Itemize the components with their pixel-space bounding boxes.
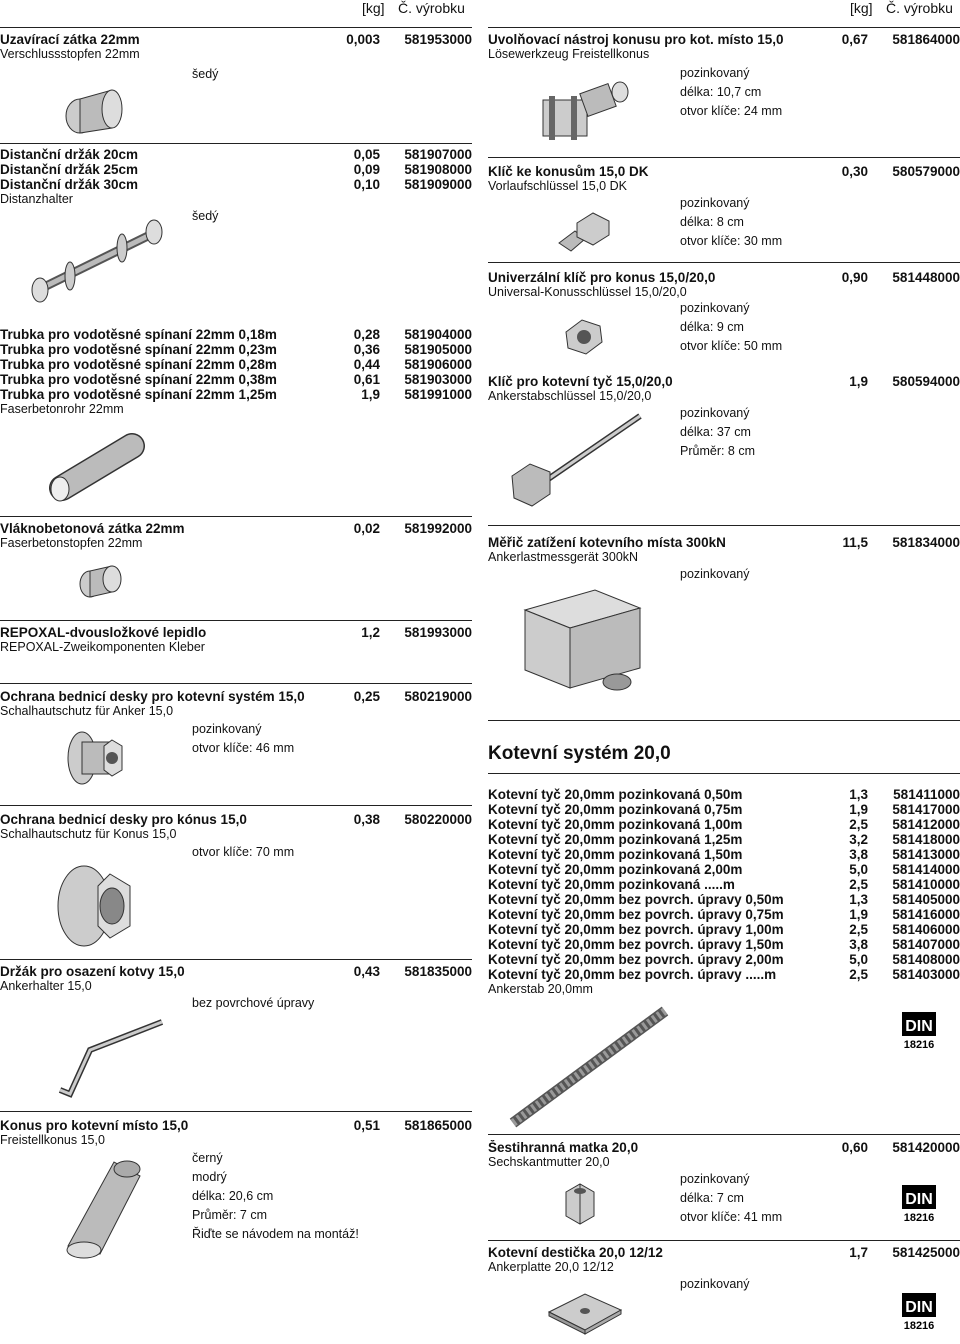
product-weight: 3,2 [849, 832, 868, 847]
product-number: 581906000 [404, 357, 472, 372]
product-name: Kotevní tyč 20,0mm pozinkovaná 0,50m [488, 787, 743, 802]
attr-list [680, 64, 782, 121]
header-no-right: Č. výrobku [886, 0, 953, 16]
product-subtitle: Schalhautschutz für Konus 15,0 [0, 827, 177, 841]
product-row [0, 342, 472, 357]
product-row [488, 535, 960, 550]
product-weight: 0,05 [353, 147, 380, 162]
product-weight: 3,8 [849, 937, 868, 952]
product-row [488, 1245, 960, 1260]
attribute-text: otvor klíče: 46 mm [192, 741, 295, 755]
product-number: 581448000 [892, 270, 960, 285]
anchor-bar-key-image [508, 410, 648, 510]
product-name: Kotevní tyč 20,0mm pozinkovaná 2,00m [488, 862, 743, 877]
product-name: Kotevní tyč 20,0mm pozinkovaná 1,25m [488, 832, 743, 847]
divider [488, 720, 960, 721]
product-subtitle: Faserbetonstopfen 22mm [0, 536, 143, 550]
product-number: 581413000 [892, 847, 960, 862]
section-title: Kotevní systém 20,0 [488, 743, 671, 764]
attribute-text: Průměr: 8 cm [680, 444, 756, 458]
product-name: Ochrana bednicí desky pro kotevní systém 15,0 [0, 689, 305, 704]
divider [0, 620, 472, 621]
attribute-text: šedý [192, 209, 219, 223]
product-weight: 0,02 [353, 521, 380, 536]
attribute-text: černý [192, 1151, 223, 1165]
product-q1 [488, 32, 960, 62]
attribute-text: otvor klíče: 30 mm [680, 234, 783, 248]
attr-list [192, 65, 218, 84]
product-number: 581412000 [892, 817, 960, 832]
product-row [488, 374, 960, 389]
product-number: 581908000 [404, 162, 472, 177]
product-name: Trubka pro vodotěsné spínaní 22mm 0,28m [0, 357, 277, 372]
product-number: 581417000 [892, 802, 960, 817]
product-number: 581992000 [404, 521, 472, 536]
cone-image [60, 1150, 150, 1260]
attr-list [192, 207, 218, 226]
product-subtitle: Verschlussstopfen 22mm [0, 47, 140, 61]
product-q8 [488, 1245, 960, 1275]
product-name: Trubka pro vodotěsné spínaní 22mm 0,23m [0, 342, 277, 357]
product-weight: 5,0 [849, 952, 868, 967]
anchor-plate-image [545, 1288, 625, 1338]
product-name: Ochrana bednicí desky pro kónus 15,0 [0, 812, 247, 827]
product-row [0, 32, 472, 47]
attribute-text: délka: 37 cm [680, 425, 751, 439]
load-meter-image [505, 580, 650, 700]
product-name: Klíč ke konusům 15,0 DK [488, 164, 649, 179]
product-weight: 1,9 [849, 802, 868, 817]
product-number: 581909000 [404, 177, 472, 192]
product-p6 [0, 689, 472, 719]
product-row [488, 164, 960, 179]
stopper-image [60, 76, 135, 136]
product-name: Kotevní tyč 20,0mm pozinkovaná 0,75m [488, 802, 743, 817]
product-subtitle: Schalhautschutz für Anker 15,0 [0, 704, 174, 718]
product-name: Kotevní tyč 20,0mm pozinkovaná .....m [488, 877, 735, 892]
product-weight: 1,3 [849, 787, 868, 802]
product-number: 581834000 [892, 535, 960, 550]
product-subtitle: Ankerstab 20,0mm [488, 982, 593, 996]
release-tool-image [535, 70, 635, 150]
product-weight: 0,44 [353, 357, 380, 372]
product-name: Trubka pro vodotěsné spínaní 22mm 1,25m [0, 387, 277, 402]
product-row [488, 817, 960, 832]
divider [488, 27, 960, 28]
product-p2 [0, 147, 472, 207]
product-subtitle: Vorlaufschlüssel 15,0 DK [488, 179, 627, 193]
product-name: Měřič zatížení kotevního místa 300kN [488, 535, 726, 550]
product-number: 581403000 [892, 967, 960, 982]
attribute-text: bez povrchové úpravy [192, 996, 315, 1010]
product-q7 [488, 1140, 960, 1170]
attribute-text: pozinkovaný [680, 66, 750, 80]
product-row [488, 892, 960, 907]
product-row [488, 877, 960, 892]
product-number: 581865000 [404, 1118, 472, 1133]
product-name: Konus pro kotevní místo 15,0 [0, 1118, 189, 1133]
universal-key-image [560, 310, 610, 360]
divider [0, 683, 472, 684]
product-row [488, 922, 960, 937]
product-row [0, 625, 472, 640]
product-weight: 0,38 [353, 812, 380, 827]
product-q5 [488, 535, 960, 565]
product-number: 581835000 [404, 964, 472, 979]
product-row [0, 177, 472, 192]
product-row [0, 1118, 472, 1133]
product-number: 581907000 [404, 147, 472, 162]
product-name: Šestihranná matka 20,0 [488, 1140, 639, 1155]
product-number: 581414000 [892, 862, 960, 877]
product-p3 [0, 327, 472, 417]
product-name: Kotevní tyč 20,0mm pozinkovaná 1,00m [488, 817, 743, 832]
attr-list [680, 404, 755, 461]
attr-list [680, 1275, 750, 1294]
anchor-holder-image [50, 1010, 170, 1100]
product-name: Distanční držák 20cm [0, 147, 139, 162]
product-name: Distanční držák 30cm [0, 177, 139, 192]
product-number: 581405000 [892, 892, 960, 907]
formwork-protector-image [60, 728, 130, 788]
product-subtitle: Freistellkonus 15,0 [0, 1133, 105, 1147]
din-logo-text: DIN [905, 1018, 933, 1035]
product-weight: 1,7 [849, 1245, 868, 1260]
product-weight: 2,5 [849, 817, 868, 832]
tube-image [40, 432, 150, 502]
product-number: 581864000 [892, 32, 960, 47]
product-row [488, 832, 960, 847]
product-row [488, 270, 960, 285]
attr-list [680, 565, 750, 584]
product-p4 [0, 521, 472, 551]
product-number: 581904000 [404, 327, 472, 342]
product-subtitle: Ankerlastmessgerät 300kN [488, 550, 639, 564]
product-weight: 0,51 [353, 1118, 380, 1133]
attribute-text: pozinkovaný [192, 722, 262, 736]
product-number: 581425000 [892, 1245, 960, 1260]
anchor-rod-image [505, 1005, 675, 1130]
attr-list [192, 720, 294, 758]
product-row [488, 967, 960, 982]
product-number: 581991000 [404, 387, 472, 402]
attribute-text: pozinkovaný [680, 1172, 750, 1186]
product-name: Kotevní tyč 20,0mm bez povrch. úpravy .....m [488, 967, 777, 982]
product-weight: 0,003 [346, 32, 380, 47]
divider [0, 143, 472, 144]
attribute-text: délka: 10,7 cm [680, 85, 762, 99]
product-row [488, 907, 960, 922]
attribute-text: Řiďte se návodem na montáž! [192, 1227, 359, 1241]
product-name: Vláknobetonová zátka 22mm [0, 521, 185, 536]
product-subtitle: Ankerstabschlüssel 15,0/20,0 [488, 389, 652, 403]
product-row [488, 1140, 960, 1155]
divider [0, 516, 472, 517]
attr-list [680, 1170, 782, 1227]
product-weight: 0,36 [353, 342, 380, 357]
plug-image [76, 560, 126, 602]
product-weight: 0,30 [841, 164, 868, 179]
divider [488, 1134, 960, 1135]
product-number: 581407000 [892, 937, 960, 952]
product-row [488, 32, 960, 47]
product-weight: 3,8 [849, 847, 868, 862]
product-subtitle: Distanzhalter [0, 192, 73, 206]
product-name: Uzavírací zátka 22mm [0, 32, 140, 47]
divider [488, 262, 960, 263]
product-weight: 0,10 [353, 177, 380, 192]
attribute-text: Průměr: 7 cm [192, 1208, 268, 1222]
product-row [0, 147, 472, 162]
din-logo-text: 18216 [903, 1212, 935, 1223]
product-subtitle: Ankerplatte 20,0 12/12 [488, 1260, 614, 1274]
product-q6 [488, 787, 960, 997]
product-weight: 1,9 [361, 387, 380, 402]
product-name: Univerzální klíč pro konus 15,0/20,0 [488, 270, 716, 285]
product-number: 580220000 [404, 812, 472, 827]
attribute-text: pozinkovaný [680, 301, 750, 315]
product-name: Kotevní tyč 20,0mm bez povrch. úpravy 1,50m [488, 937, 784, 952]
product-weight: 1,2 [361, 625, 380, 640]
divider [0, 959, 472, 960]
product-name: REPOXAL-dvousložkové lepidlo [0, 625, 207, 640]
product-p1 [0, 32, 472, 62]
product-name: Distanční držák 25cm [0, 162, 139, 177]
product-row [488, 802, 960, 817]
product-row [488, 847, 960, 862]
product-name: Kotevní destička 20,0 12/12 [488, 1245, 663, 1260]
attribute-text: délka: 8 cm [680, 215, 744, 229]
cone-key-image [555, 205, 615, 255]
attr-list [192, 843, 294, 862]
product-weight: 0,60 [841, 1140, 868, 1155]
product-row [0, 327, 472, 342]
product-name: Trubka pro vodotěsné spínaní 22mm 0,38m [0, 372, 277, 387]
product-name: Kotevní tyč 20,0mm pozinkovaná 1,50m [488, 847, 743, 862]
product-weight: 0,61 [353, 372, 380, 387]
divider [488, 773, 960, 774]
product-row [0, 357, 472, 372]
product-q2 [488, 164, 960, 194]
product-name: Kotevní tyč 20,0mm bez povrch. úpravy 0,75m [488, 907, 784, 922]
product-number: 581408000 [892, 952, 960, 967]
divider [488, 525, 960, 526]
product-subtitle: Faserbetonrohr 22mm [0, 402, 124, 416]
product-row [0, 812, 472, 827]
product-subtitle: Ankerhalter 15,0 [0, 979, 92, 993]
product-weight: 0,90 [841, 270, 868, 285]
product-number: 581953000 [404, 32, 472, 47]
attribute-text: délka: 9 cm [680, 320, 744, 334]
din-logo-icon [902, 1185, 936, 1223]
product-weight: 0,09 [353, 162, 380, 177]
divider [0, 27, 472, 28]
cone-protector-image [50, 860, 140, 950]
din-logo-text: DIN [905, 1299, 933, 1316]
product-row [0, 387, 472, 402]
product-p9 [0, 1118, 472, 1148]
product-row [0, 162, 472, 177]
attr-list [680, 299, 782, 356]
product-number: 581411000 [893, 787, 960, 802]
product-number: 581410000 [892, 877, 960, 892]
product-subtitle: Universal-Konusschlüssel 15,0/20,0 [488, 285, 687, 299]
product-weight: 2,5 [849, 967, 868, 982]
product-name: Trubka pro vodotěsné spínaní 22mm 0,18m [0, 327, 277, 342]
din-logo-text: DIN [905, 1191, 933, 1208]
product-weight: 0,28 [353, 327, 380, 342]
product-weight: 2,5 [849, 922, 868, 937]
product-p5 [0, 625, 472, 655]
din-logo-icon [902, 1012, 936, 1050]
product-subtitle: Sechskantmutter 20,0 [488, 1155, 610, 1169]
divider [0, 1111, 472, 1112]
product-row [0, 964, 472, 979]
product-p8 [0, 964, 472, 994]
attribute-text: otvor klíče: 70 mm [192, 845, 295, 859]
divider [488, 157, 960, 158]
product-subtitle: Lösewerkzeug Freistellkonus [488, 47, 650, 61]
product-row [488, 862, 960, 877]
attribute-text: modrý [192, 1170, 227, 1184]
attribute-text: pozinkovaný [680, 406, 750, 420]
product-number: 581416000 [892, 907, 960, 922]
product-name: Kotevní tyč 20,0mm bez povrch. úpravy 0,50m [488, 892, 784, 907]
attr-list [192, 994, 314, 1013]
product-number: 580219000 [404, 689, 472, 704]
product-number: 581903000 [404, 372, 472, 387]
product-name: Kotevní tyč 20,0mm bez povrch. úpravy 2,00m [488, 952, 784, 967]
attr-list [192, 1149, 359, 1244]
attribute-text: otvor klíče: 50 mm [680, 339, 783, 353]
header-kg-left: [kg] [362, 0, 385, 16]
product-row [0, 521, 472, 536]
product-weight: 0,43 [353, 964, 380, 979]
product-number: 581905000 [404, 342, 472, 357]
product-number: 581406000 [892, 922, 960, 937]
attribute-text: pozinkovaný [680, 1277, 750, 1291]
din-logo-text: 18216 [903, 1320, 935, 1331]
attribute-text: pozinkovaný [680, 196, 750, 210]
product-weight: 1,3 [849, 892, 868, 907]
product-name: Kotevní tyč 20,0mm bez povrch. úpravy 1,00m [488, 922, 784, 937]
attribute-text: délka: 20,6 cm [192, 1189, 274, 1203]
product-weight: 1,9 [849, 374, 868, 389]
product-subtitle: REPOXAL-Zweikomponenten Kleber [0, 640, 205, 654]
product-row [488, 952, 960, 967]
product-name: Klíč pro kotevní tyč 15,0/20,0 [488, 374, 673, 389]
product-name: Držák pro osazení kotvy 15,0 [0, 964, 185, 979]
product-weight: 11,5 [842, 535, 868, 550]
header-kg-right: [kg] [850, 0, 873, 16]
attribute-text: pozinkovaný [680, 567, 750, 581]
product-number: 580579000 [892, 164, 960, 179]
attr-list [680, 194, 782, 251]
product-number: 581420000 [892, 1140, 960, 1155]
product-number: 581993000 [404, 625, 472, 640]
divider [0, 805, 472, 806]
product-row [0, 372, 472, 387]
attribute-text: délka: 7 cm [680, 1191, 744, 1205]
product-row [488, 937, 960, 952]
product-weight: 0,25 [353, 689, 380, 704]
product-q3 [488, 270, 960, 300]
divider [488, 1240, 960, 1241]
product-row [488, 787, 960, 802]
product-row [0, 689, 472, 704]
product-weight: 5,0 [849, 862, 868, 877]
attribute-text: otvor klíče: 24 mm [680, 104, 783, 118]
spacer-image [22, 216, 172, 306]
din-logo-icon [902, 1293, 936, 1331]
product-number: 580594000 [892, 374, 960, 389]
product-weight: 1,9 [849, 907, 868, 922]
product-weight: 0,67 [841, 32, 868, 47]
attribute-text: šedý [192, 67, 219, 81]
attribute-text: otvor klíče: 41 mm [680, 1210, 783, 1224]
product-weight: 2,5 [849, 877, 868, 892]
din-logo-text: 18216 [903, 1039, 935, 1050]
product-name: Uvolňovací nástroj konusu pro kot. místo 15,0 [488, 32, 784, 47]
header-no-left: Č. výrobku [398, 0, 465, 16]
hex-nut-image [560, 1178, 600, 1228]
product-number: 581418000 [892, 832, 960, 847]
product-q4 [488, 374, 960, 404]
product-p7 [0, 812, 472, 842]
